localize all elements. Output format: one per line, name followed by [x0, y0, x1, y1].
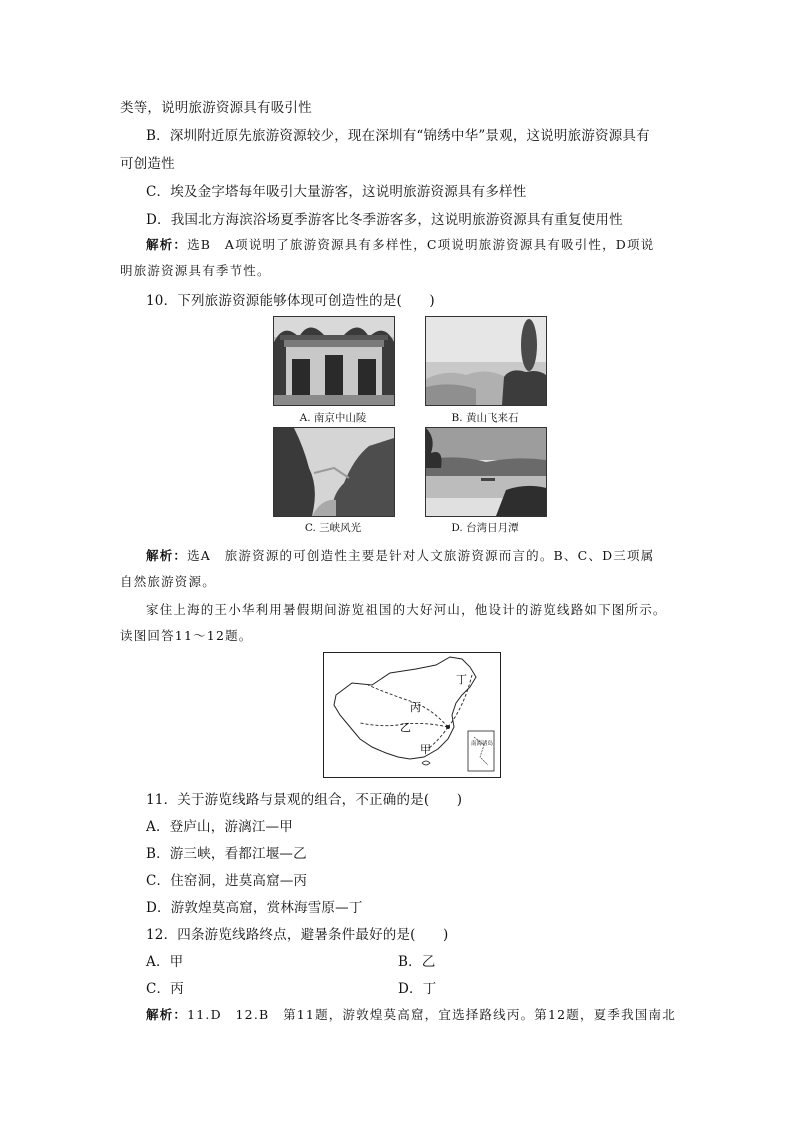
text-line: 类等，说明旅游资源具有吸引性	[120, 100, 312, 116]
explanation-text: 选B A项说明了旅游资源具有多样性，C项说明旅游资源具有吸引性，D项说	[187, 237, 655, 252]
route-map	[323, 652, 501, 778]
caption-a: A. 南京中山陵	[299, 412, 367, 424]
question-11-stem: 11．关于游览线路与景观的组合，不正确的是( )	[146, 792, 463, 808]
q12-option-a: A．甲	[146, 954, 184, 970]
explanation-label: 解析：	[146, 237, 188, 252]
caption-d: D. 台湾日月潭	[451, 522, 519, 534]
q12-option-c: C．丙	[146, 981, 184, 997]
route-label-jia: 甲	[420, 743, 431, 756]
explanation	[146, 1005, 676, 1023]
caption-b: B. 黄山飞来石	[451, 412, 519, 424]
route-label-bing: 丙	[410, 701, 421, 714]
photo-three-gorges	[273, 427, 395, 517]
explanation-label: 解析：	[146, 548, 188, 563]
q12-option-b: B．乙	[398, 954, 436, 970]
photo-feilai-rock	[425, 316, 547, 406]
explanation-text: 11.D 12.B 第11题，游敦煌莫高窟，宜选择路线丙。第12题，夏季我国南北	[187, 1007, 676, 1022]
q11-option-b: B．游三峡，看都江堰—乙	[146, 846, 307, 862]
option-b: B．深圳附近原先旅游资源较少，现在深圳有“锦绣中华”景观，这说明旅游资源具有	[146, 128, 650, 144]
explanation-cont: 明旅游资源具有季节性。	[120, 263, 271, 278]
caption-c: C. 三峡风光	[304, 522, 362, 534]
explanation-text: 选A 旅游资源的可创造性主要是针对人文旅游资源而言的。B、C、D三项属	[187, 548, 655, 563]
route-label-ding: 丁	[456, 673, 467, 686]
explanation-cont: 自然旅游资源。	[120, 574, 216, 589]
question-10-stem: 10．下列旅游资源能够体现可创造性的是( )	[146, 293, 435, 309]
explanation	[146, 546, 654, 564]
question-12-stem: 12．四条游览线路终点，避暑条件最好的是( )	[146, 927, 449, 943]
passage-intro-cont: 读图回答11～12题。	[120, 628, 253, 643]
text-line: 可创造性	[120, 156, 175, 172]
option-c: C．埃及金字塔每年吸引大量游客，这说明旅游资源具有多样性	[146, 184, 527, 200]
q11-option-d: D．游敦煌莫高窟，赏林海雪原—丁	[146, 900, 363, 916]
photo-sun-moon-lake	[425, 427, 547, 517]
q12-option-d: D．丁	[398, 981, 437, 997]
passage-intro: 家住上海的王小华利用暑假期间游览祖国的大好河山，他设计的游览线路如下图所示。	[146, 602, 667, 617]
q11-option-a: A．登庐山，游漓江—甲	[146, 819, 293, 835]
route-label-yi: 乙	[400, 721, 411, 734]
q11-option-c: C．住窑洞，进莫高窟—丙	[146, 873, 308, 889]
photo-zhongshan-mausoleum	[273, 316, 395, 406]
inset-label: 南海诸岛	[471, 741, 494, 747]
explanation	[146, 235, 654, 253]
option-d: D．我国北方海滨浴场夏季游客比冬季游客多，这说明旅游资源具有重复使用性	[146, 212, 623, 228]
explanation-label: 解析：	[146, 1007, 188, 1022]
